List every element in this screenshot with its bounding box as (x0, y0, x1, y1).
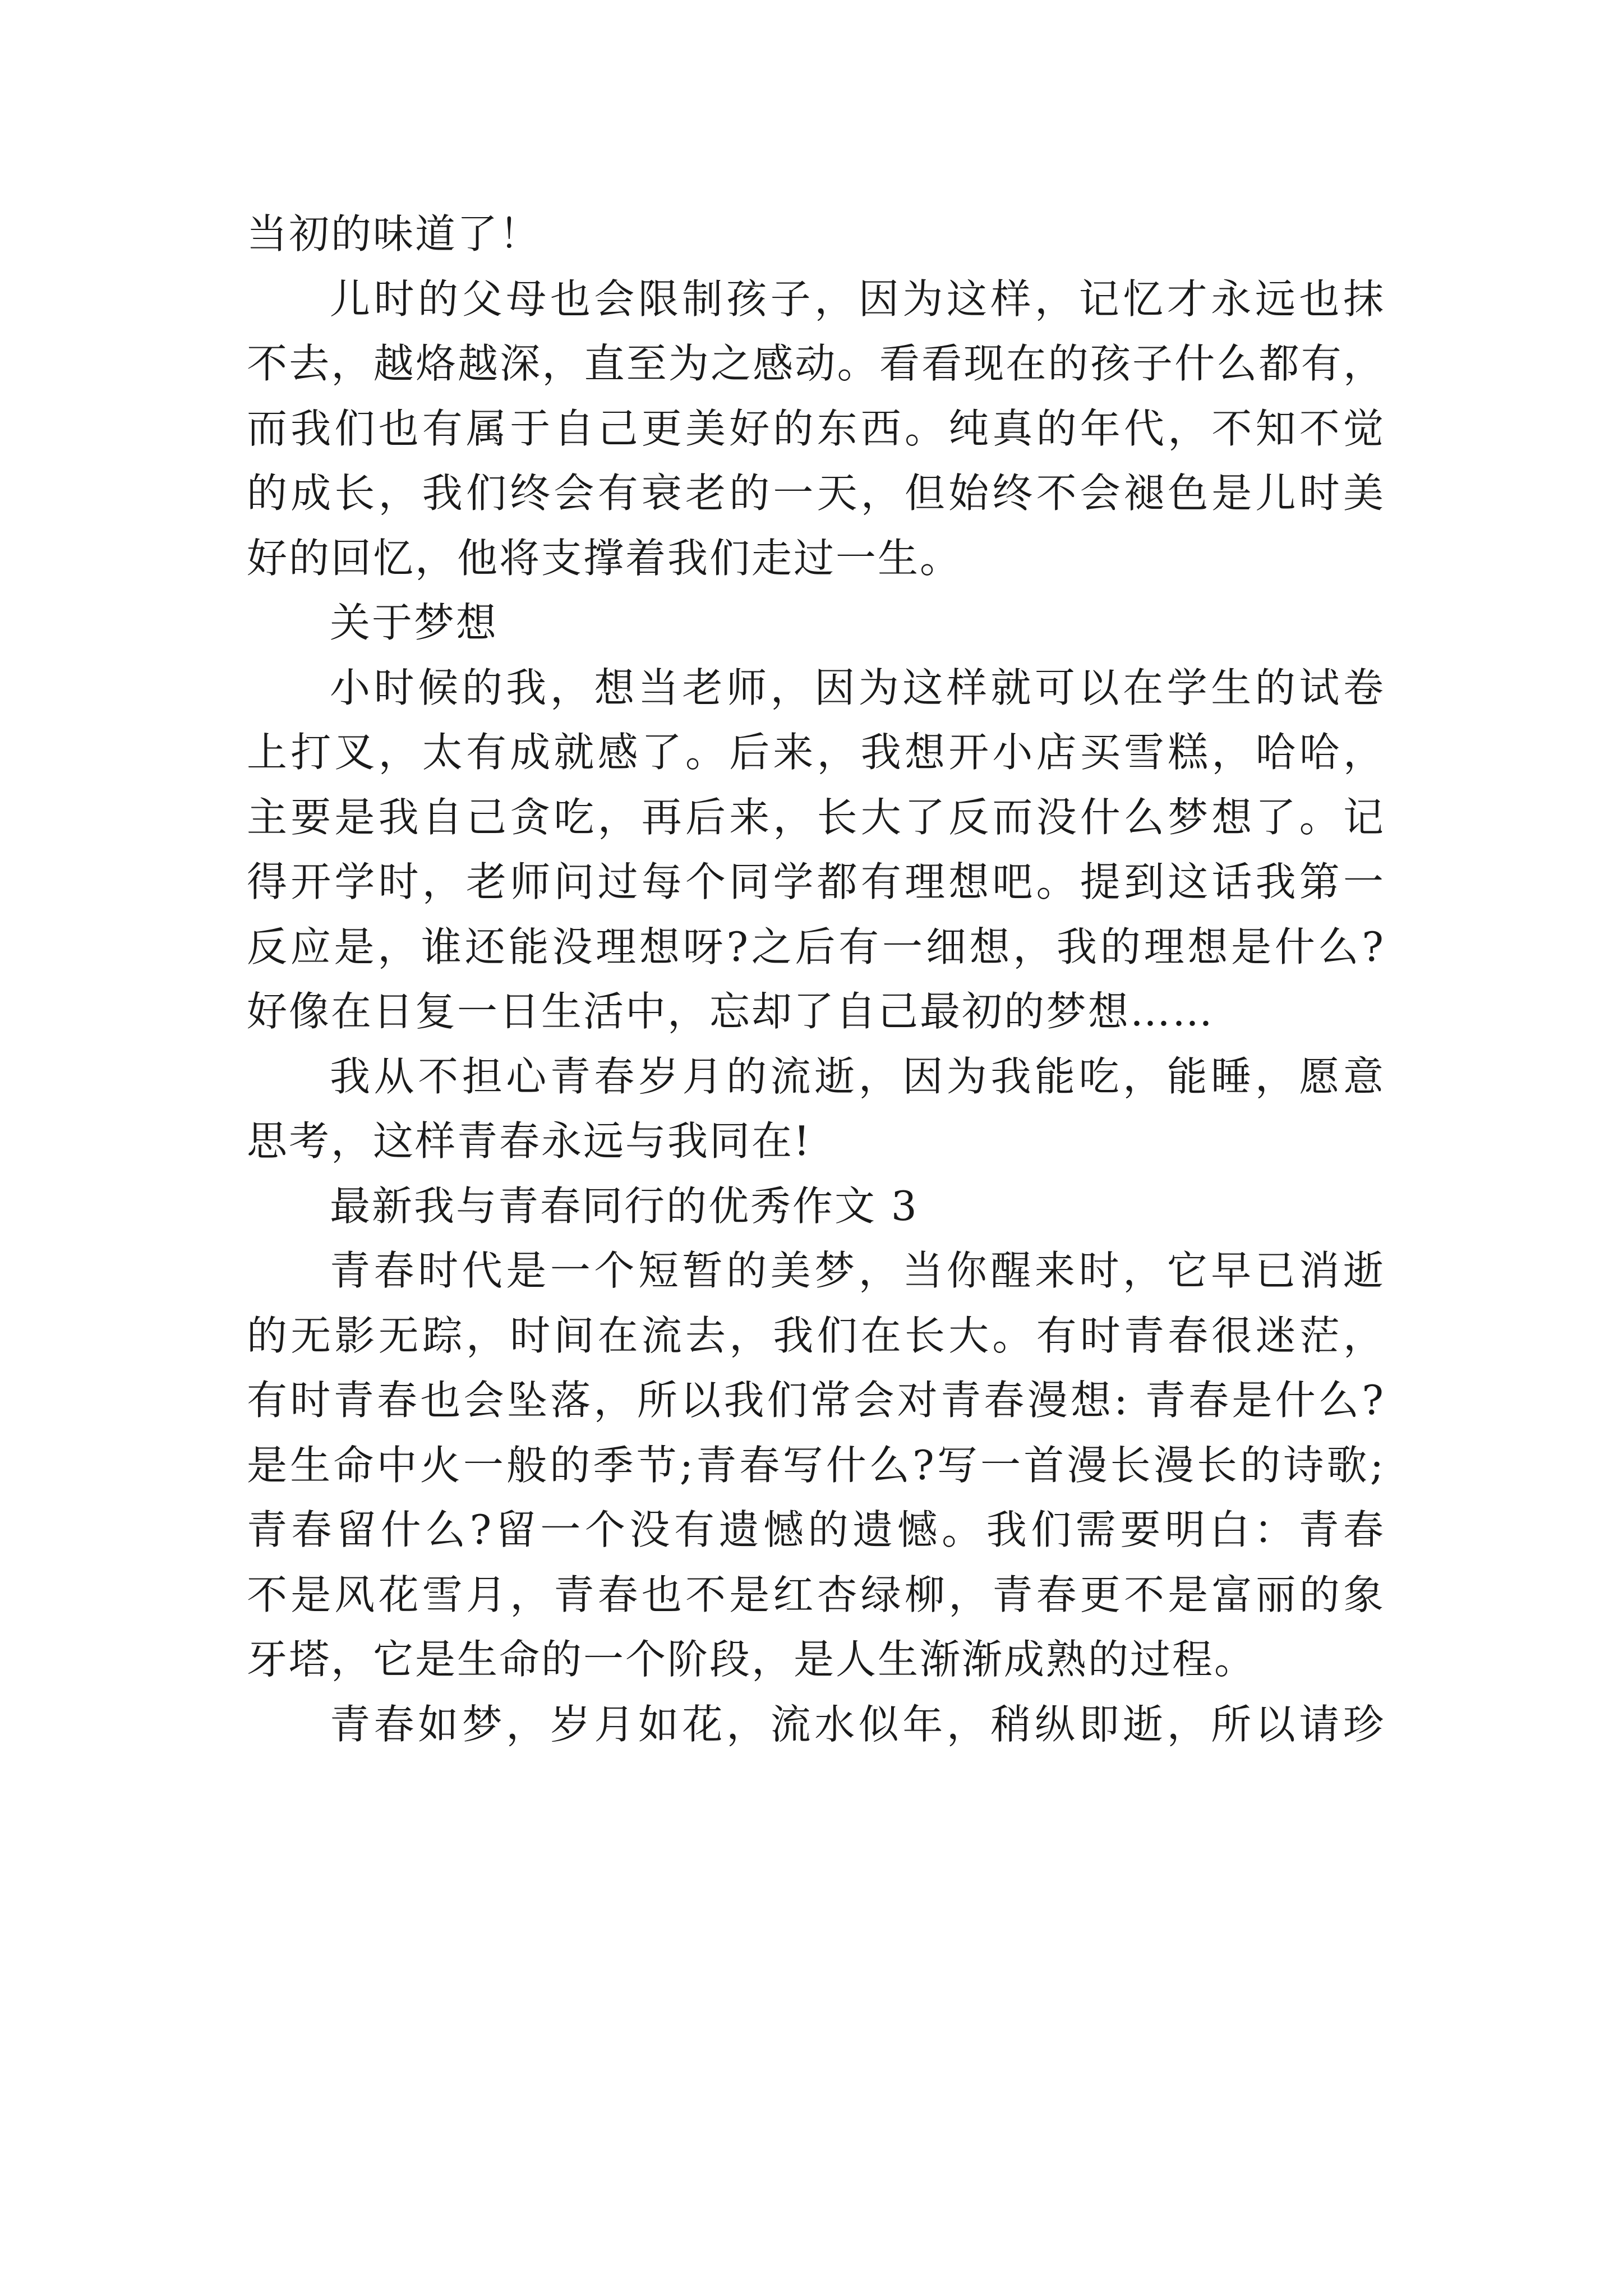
text-line: 得开学时，老师问过每个同学都有理想吧。提到这话我第一 (247, 858, 1385, 905)
text-line: 儿时的父母也会限制孩子，因为这样，记忆才永远也抹 (330, 275, 1385, 323)
text-line: 青春如梦，岁月如花，流水似年，稍纵即逝，所以请珍 (330, 1700, 1385, 1748)
text-line: 我从不担心青春岁月的流逝，因为我能吃，能睡，愿意 (330, 1052, 1385, 1100)
text-line: 上打叉，太有成就感了。后来，我想开小店买雪糕，哈哈， (247, 729, 1385, 776)
text-line: 青春留什么?留一个没有遗憾的遗憾。我们需要明白：青春 (247, 1506, 1385, 1553)
text-line: 不去，越烙越深，直至为之感动。看看现在的孩子什么都有， (247, 340, 1385, 387)
text-line: 好的回忆，他将支撑着我们走过一生。 (247, 534, 962, 582)
text-line: 有时青春也会坠落，所以我们常会对青春漫想: 青春是什么? (247, 1377, 1385, 1424)
text-line: 主要是我自己贪吃，再后来，长大了反而没什么梦想了。记 (247, 793, 1385, 841)
text-line: 的无影无踪，时间在流去，我们在长大。有时青春很迷茫， (247, 1312, 1385, 1359)
section-heading: 关于梦想 (330, 599, 499, 646)
text-line: 好像在日复一日生活中，忘却了自己最初的梦想…… (247, 988, 1215, 1035)
text-line: 是生命中火一般的季节;青春写什么?写一首漫长漫长的诗歌; (247, 1441, 1385, 1489)
text-line: 青春时代是一个短暂的美梦，当你醒来时，它早已消逝 (330, 1247, 1385, 1294)
text-line: 反应是，谁还能没理想呀?之后有一细想，我的理想是什么? (247, 923, 1385, 970)
document-body (247, 202, 1385, 1757)
text-line: 而我们也有属于自己更美好的东西。纯真的年代，不知不觉 (247, 404, 1385, 452)
section-heading: 最新我与青春同行的优秀作文 3 (330, 1182, 919, 1230)
text-line: 小时候的我，想当老师，因为这样就可以在学生的试卷 (330, 664, 1385, 711)
text-line: 思考，这样青春永远与我同在! (247, 1117, 811, 1165)
text-line: 当初的味道了！ (247, 210, 542, 257)
text-line: 不是风花雪月，青春也不是红杏绿柳，青春更不是富丽的象 (247, 1571, 1385, 1618)
text-line: 牙塔，它是生命的一个阶段，是人生渐渐成熟的过程。 (247, 1636, 1257, 1683)
text-line: 的成长，我们终会有衰老的一天，但始终不会褪色是儿时美 (247, 470, 1385, 517)
